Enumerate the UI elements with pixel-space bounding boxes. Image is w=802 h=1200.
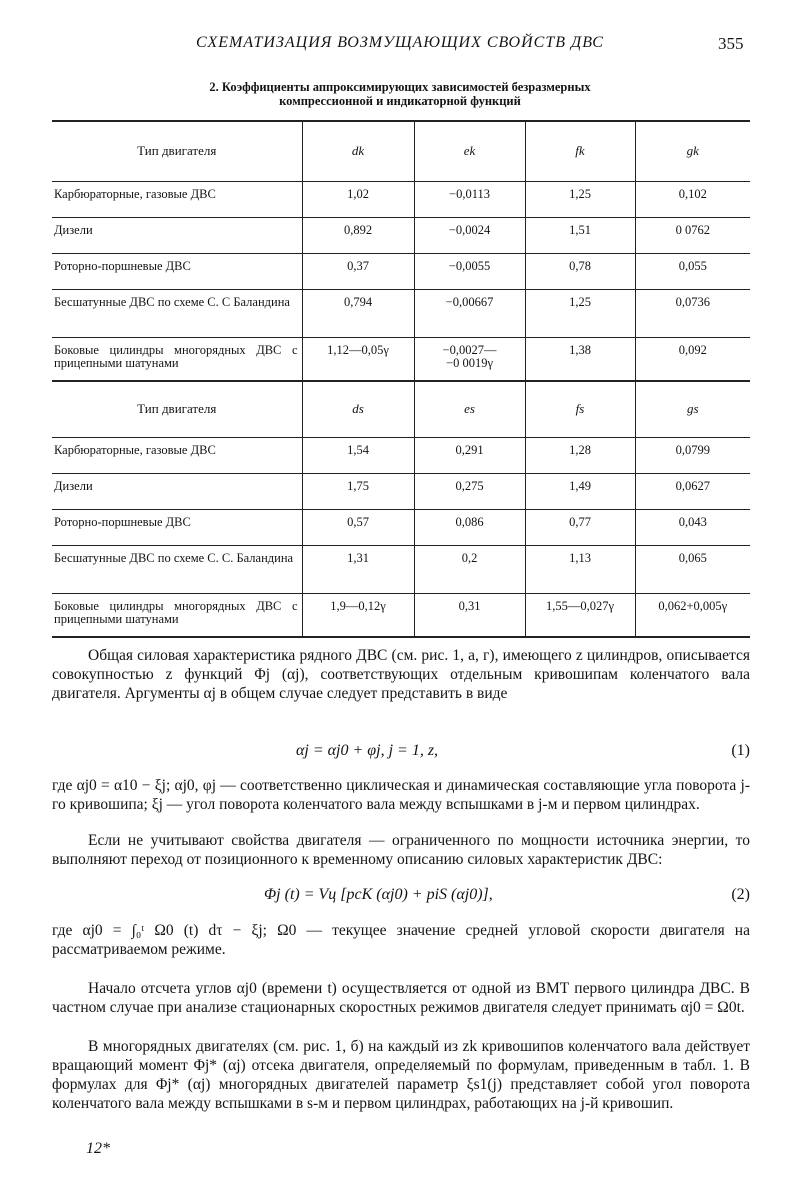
paragraph-6: В многорядных двигателях (см. рис. 1, б) на каждый из zk кривошипов коленчатого вала действует вращающий момент Φj* (αj) отсека двигателя, определяемый по формулам, приведенным в табл. 1. В формулах для Φj* (αj) многорядных двигателей параметр ξs1(j) представляет собой угол поворота коленчатого вала между вспышками в s-м и первом цилиндрах, работающих на j-й кривошип. — [52, 1038, 750, 1112]
column-header-ds: ds — [302, 381, 414, 437]
cell-value: 0,37 — [302, 253, 414, 289]
equation-1-number: (1) — [731, 742, 750, 759]
table-header-row — [52, 121, 750, 181]
cell-value: 1,13 — [525, 545, 635, 593]
paragraph-1: Общая силовая характеристика рядного ДВС (см. рис. 1, а, г), имеющего z цилиндров, описывается совокупностью z функций Φj (αj), соответствующих отдельным кривошипам коленчатого вала двигателя. Аргументы αj в общем случае следует представить в виде — [52, 647, 750, 702]
cell-value: 1,25 — [525, 289, 635, 337]
cell-value: 1,12—0,05γ — [302, 337, 414, 381]
column-header-engine-type: Тип двигателя — [52, 121, 302, 181]
table-header-row — [52, 381, 750, 437]
coefficients-table — [52, 120, 750, 638]
cell-value: 0,57 — [302, 509, 414, 545]
table-caption — [120, 80, 680, 108]
row-name: Роторно-поршневые ДВС — [52, 253, 302, 289]
cell-value: 0,062+0,005γ — [635, 593, 750, 637]
paragraph-3: Если не учитывают свойства двигателя — ограниченного по мощности источника энергии, то выполняют переход от позиционного к временному описанию силовых характеристик ДВС: — [52, 832, 750, 868]
table-row — [52, 253, 750, 289]
equation-1 — [52, 742, 750, 764]
cell-value: −0,0113 — [414, 181, 525, 217]
cell-value: 0,892 — [302, 217, 414, 253]
cell-value: 0,092 — [635, 337, 750, 381]
table-row — [52, 545, 750, 593]
equation-1-body: αj = αj0 + φj, j = 1, z, — [296, 742, 439, 759]
paragraph-4: где αj0 = ∫₀ᵗ Ω0 (t) dτ − ξj; Ω0 — текущее значение средней угловой скорости двигателя на рассматриваемом режиме. — [52, 922, 750, 958]
cell-value: 0,77 — [525, 509, 635, 545]
column-header-gs: gs — [635, 381, 750, 437]
cell-value: 1,49 — [525, 473, 635, 509]
cell-value: 0,291 — [414, 437, 525, 473]
caption-line-2: компрессионной и индикаторной функций — [279, 94, 521, 108]
cell-value: 1,02 — [302, 181, 414, 217]
table-row — [52, 217, 750, 253]
cell-value: −0,00667 — [414, 289, 525, 337]
row-name: Карбюраторные, газовые ДВС — [52, 181, 302, 217]
column-header-engine-type: Тип двигателя — [52, 381, 302, 437]
cell-value: 0,055 — [635, 253, 750, 289]
column-header-ek: ek — [414, 121, 525, 181]
equation-2-body: Φj (t) = Vц [pcK (αj0) + piS (αj0)], — [264, 886, 493, 903]
cell-value: 0,043 — [635, 509, 750, 545]
table-row — [52, 509, 750, 545]
equation-2 — [52, 886, 750, 908]
cell-value: 0,102 — [635, 181, 750, 217]
cell-value: 0,31 — [414, 593, 525, 637]
cell-value: 0,78 — [525, 253, 635, 289]
cell-value: −0,0027— −0 0019γ — [414, 337, 525, 381]
cell-value: −0,0024 — [414, 217, 525, 253]
cell-value: 1,9—0,12γ — [302, 593, 414, 637]
cell-value: 1,55—0,027γ — [525, 593, 635, 637]
cell-value: 0,086 — [414, 509, 525, 545]
cell-value: 0 0762 — [635, 217, 750, 253]
cell-value: 1,54 — [302, 437, 414, 473]
column-header-dk: dk — [302, 121, 414, 181]
running-title: СХЕМАТИЗАЦИЯ ВОЗМУЩАЮЩИХ СВОЙСТВ ДВС — [196, 34, 604, 51]
cell-value: 0,2 — [414, 545, 525, 593]
cell-value: 0,275 — [414, 473, 525, 509]
cell-value: 1,31 — [302, 545, 414, 593]
row-name: Боковые цилиндры многорядных ДВС с прицепными шатунами — [52, 337, 302, 381]
column-header-gk: gk — [635, 121, 750, 181]
cell-value: 0,0627 — [635, 473, 750, 509]
paragraph-5: Начало отсчета углов αj0 (времени t) осуществляется от одной из ВМТ первого цилиндра ДВС. В частном случае при анализе стационарных скоростных режимов двигателя следует принимать αj0 = Ω0t. — [52, 980, 750, 1016]
table-row — [52, 593, 750, 637]
cell-value: −0,0055 — [414, 253, 525, 289]
cell-value: 1,38 — [525, 337, 635, 381]
table-row — [52, 337, 750, 381]
page-number: 355 — [718, 34, 744, 53]
equation-2-number: (2) — [731, 886, 750, 903]
table-row — [52, 473, 750, 509]
table-row — [52, 181, 750, 217]
cell-value: 0,065 — [635, 545, 750, 593]
caption-line-1: 2. Коэффициенты аппроксимирующих зависимостей безразмерных — [209, 80, 591, 94]
cell-value: 0,0799 — [635, 437, 750, 473]
cell-value: 0,0736 — [635, 289, 750, 337]
row-name: Дизели — [52, 217, 302, 253]
column-header-es: es — [414, 381, 525, 437]
row-name: Дизели — [52, 473, 302, 509]
cell-value: 1,25 — [525, 181, 635, 217]
row-name: Боковые цилиндры многорядных ДВС с прицепными шатунами — [52, 593, 302, 637]
printer-signature: 12* — [86, 1140, 110, 1157]
table-row — [52, 437, 750, 473]
row-name: Карбюраторные, газовые ДВС — [52, 437, 302, 473]
paragraph-2: где αj0 = α10 − ξj; αj0, φj — соответственно циклическая и динамическая составляющие угла поворота j-го кривошипа; ξj — угол поворота коленчатого вала между вспышками в j-м и первом цилиндрах. — [52, 777, 750, 813]
cell-value: 1,28 — [525, 437, 635, 473]
column-header-fs: fs — [525, 381, 635, 437]
cell-value: 1,75 — [302, 473, 414, 509]
cell-value: 0,794 — [302, 289, 414, 337]
row-name: Бесшатунные ДВС по схеме С. С. Баландина — [52, 545, 302, 593]
cell-value: 1,51 — [525, 217, 635, 253]
column-header-fk: fk — [525, 121, 635, 181]
row-name: Бесшатунные ДВС по схеме С. С Баландина — [52, 289, 302, 337]
row-name: Роторно-поршневые ДВС — [52, 509, 302, 545]
table-row — [52, 289, 750, 337]
